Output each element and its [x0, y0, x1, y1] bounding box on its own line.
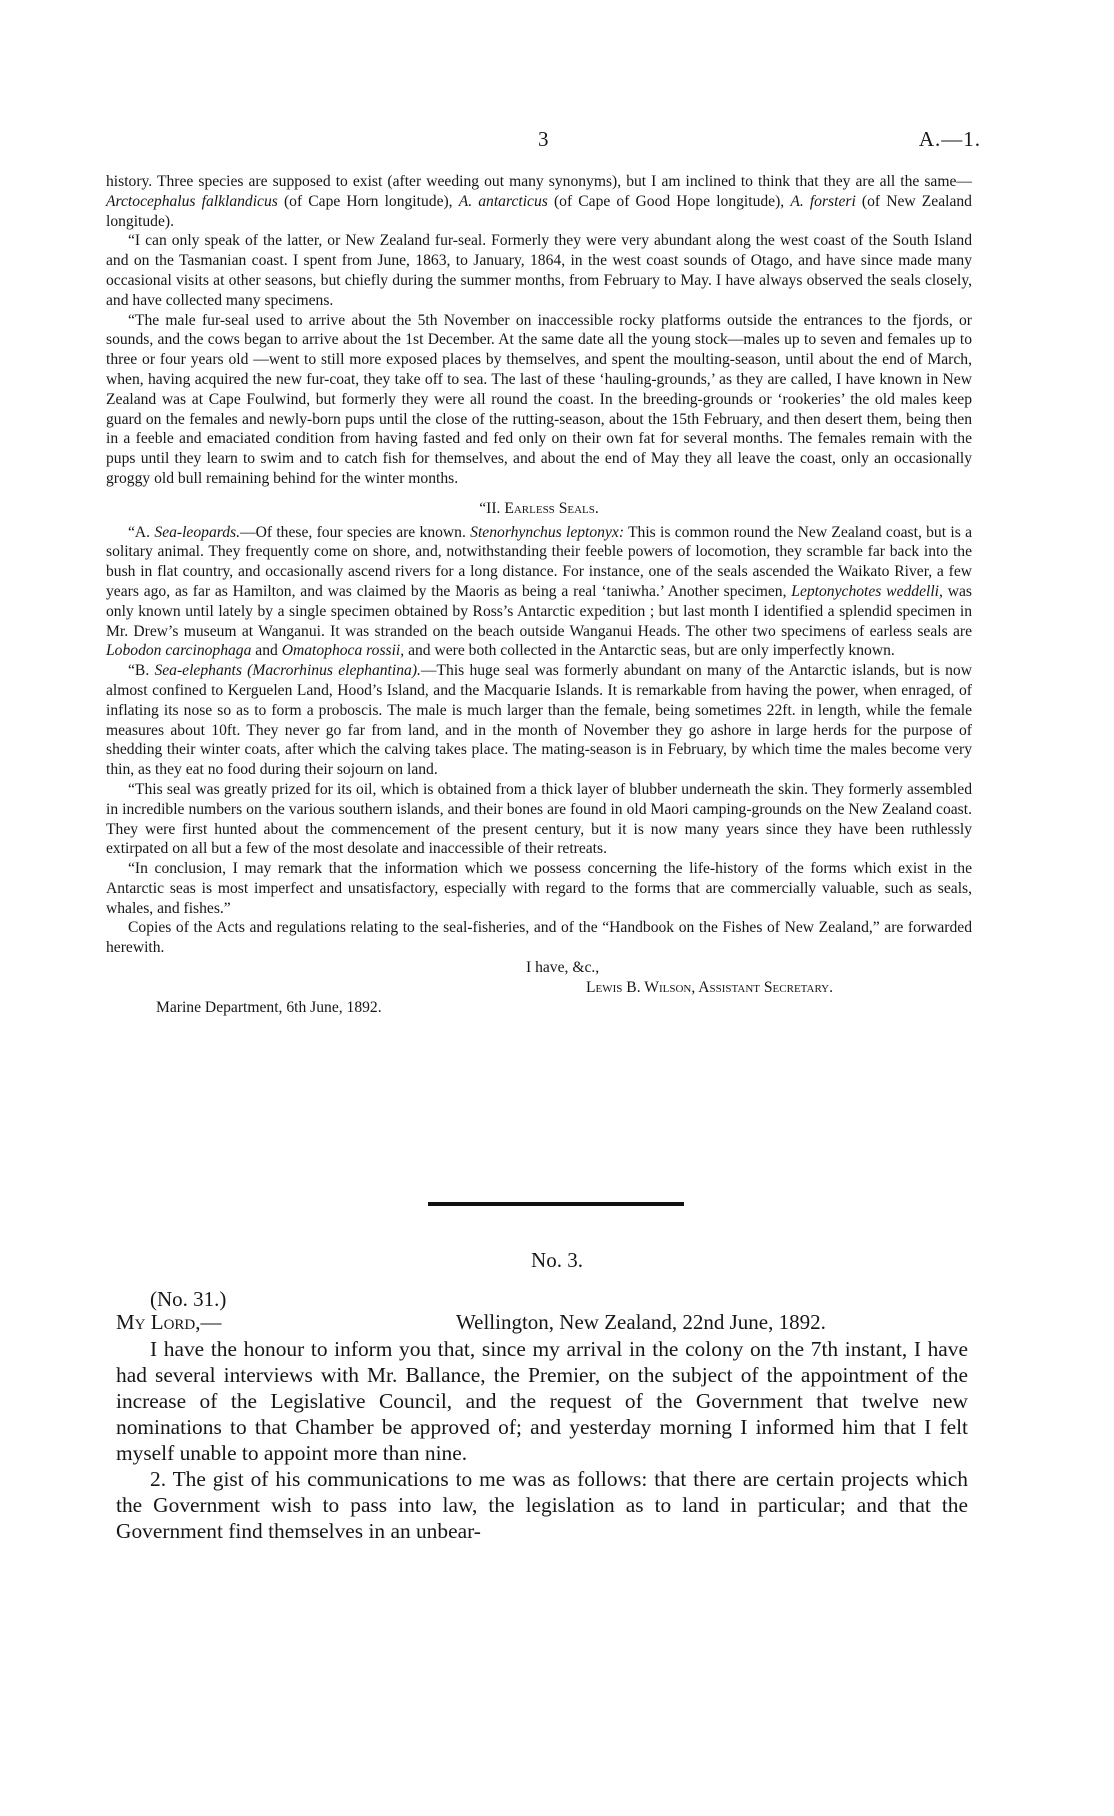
paragraph-nz-fur-seal: “I can only speak of the latter, or New Zealand fur-seal. Formerly they were very abundant along the west coast of the South Island and on the Tasmanian coast. I spent from June, 1863, to January, 1864, in the west coast sounds of Otago, and have since made many occasional visits at other seasons, but chiefly during the summer months, from February to May. I have always observed the seals closely, and have collected many specimens. [106, 232, 972, 309]
signature-closing: I have, &c., [526, 959, 600, 977]
paragraph-sea-elephants: “B. Sea-elephants (Macrorhinus elephantina).—This huge seal was formerly abundant on many of the Antarctic islands, but is now almost confined to Kerguelen Land, Hood’s Island, and the Macquarie Islands. It is remarkable from having the power, when enraged, of inflating its nose so as to form a proboscis. The male is much larger than the female, being sometimes 22ft. in length, while the female measures about 10ft. They never go far from land, and in the month of November they go ashore in large herds for the purpose of shedding their winter coats, after which the calving takes place. The mating-season is in February, by which time the males become very thin, as they eat no food during their sojourn on land. [106, 662, 972, 779]
letter-place-date: Wellington, New Zealand, 22nd June, 1892. [456, 1310, 826, 1334]
letter-body [116, 1336, 968, 1544]
salutation-line [116, 1310, 968, 1335]
fur-seal-section [106, 172, 972, 1017]
letter-number: No. 3. [531, 1248, 583, 1272]
page-header [0, 127, 1114, 157]
signature-name: Lewis B. Wilson, Assistant Secretary. [586, 978, 834, 996]
letter-reference: (No. 31.) [150, 1287, 227, 1311]
paragraph-history: history. Three species are supposed to exist (after weeding out many synonyms), but I am inclined to think that they are all the same—Arctocephalus falklandicus (of Cape Horn longitude), A. antarcticus (of Cape of Good Hope longitude), A. forsteri (of New Zealand longitude). [106, 173, 972, 230]
paragraph-sea-leopards: “A. Sea-leopards.—Of these, four species are known. Stenorhynchus leptonyx: This is common round the New Zealand coast, but is a solitary animal. They frequently come on shore, and, notwithstanding their feeble powers of locomotion, they scramble far back into the bush in flat country, and occasionally ascend rivers for a long distance. For instance, one of the seals ascended the Waikato River, a few years ago, as far as Hamilton, and was claimed by the Maoris as being a real ‘taniwha.’ Another specimen, Leptonychotes weddelli, was only known until lately by a single specimen obtained by Ross’s Antarctic expedition ; but last month I identified a splendid specimen in Mr. Drew’s museum at Wanganui. It was stranded on the beach outside Wanganui Heads. The other two specimens of earless seals are Lobodon carcinophaga and Omatophoca rossii, and were both collected in the Antarctic seas, but are only imperfectly known. [106, 523, 972, 660]
section-divider [428, 1202, 684, 1206]
letter-paragraph-1: I have the honour to inform you that, since my arrival in the colony on the 7th instant, I have had several interviews with Mr. Ballance, the Premier, on the subject of the appointment of the increase of the Legislative Council, and the request of the Government that twelve new nominations to that Chamber be approved of; and yesterday morning I informed him that I felt myself unable to appoint more than nine. [116, 1337, 968, 1465]
document-reference: A.—1. [918, 127, 981, 151]
page-number: 3 [538, 127, 549, 151]
letter-paragraph-2: 2. The gist of his communications to me was as follows: that there are certain projects which the Government wish to pass into law, the legislation as to land in particular; and that the Government find themselves in an unbear- [116, 1467, 968, 1543]
dated-place: Marine Department, 6th June, 1892. [156, 998, 382, 1016]
paragraph-male-fur-seal: “The male fur-seal used to arrive about the 5th November on inaccessible rocky platforms outside the entrances to the fjords, or sounds, and the cows began to arrive about the 1st December. At the same date all the young stock—males up to seven and females up to three or four years old —went to still more exposed places by themselves, and spent the moulting-season, until about the end of March, when, having acquired the new fur-coat, they take off to sea. The last of these ‘hauling-grounds,’ as they are called, I have known in New Zealand was at Cape Foulwind, but formerly they were all round the coast. In the breeding-grounds or ‘rookeries’ the old males keep guard on the females and newly-born pups until the close of the rutting-season, about the 15th February, and then desert them, being then in a feeble and emaciated condition from having fasted and fed only on their own fat for several months. The females remain with the pups until they learn to swim and to catch fish for themselves, and about the end of May they all leave the coast, only an occasionally groggy old bull remaining behind for the winter months. [106, 311, 972, 487]
paragraph-copies: Copies of the Acts and regulations relating to the seal-fisheries, and of the “Handbook on the Fishes of New Zealand,” are forwarded herewith. [106, 919, 972, 957]
paragraph-conclusion: “In conclusion, I may remark that the information which we possess concerning the life-history of the forms which exist in the Antarctic seas is most imperfect and unsatisfactory, especially with regard to the forms that are commercially valuable, such as seals, whales, and fishes.” [106, 860, 972, 917]
section-heading-earless-seals: “II. Earless Seals. [479, 499, 599, 517]
paragraph-oil: “This seal was greatly prized for its oil, which is obtained from a thick layer of blubber underneath the skin. They formerly assembled in incredible numbers on the various southern islands, and their bones are found in old Maori camping-grounds on the New Zealand coast. They were first hunted about the commencement of the present century, but it is now many years since they have been ruthlessly extirpated on all but a few of the most desolate and inaccessible of their retreats. [106, 780, 972, 858]
salutation: My Lord,— [116, 1310, 222, 1334]
